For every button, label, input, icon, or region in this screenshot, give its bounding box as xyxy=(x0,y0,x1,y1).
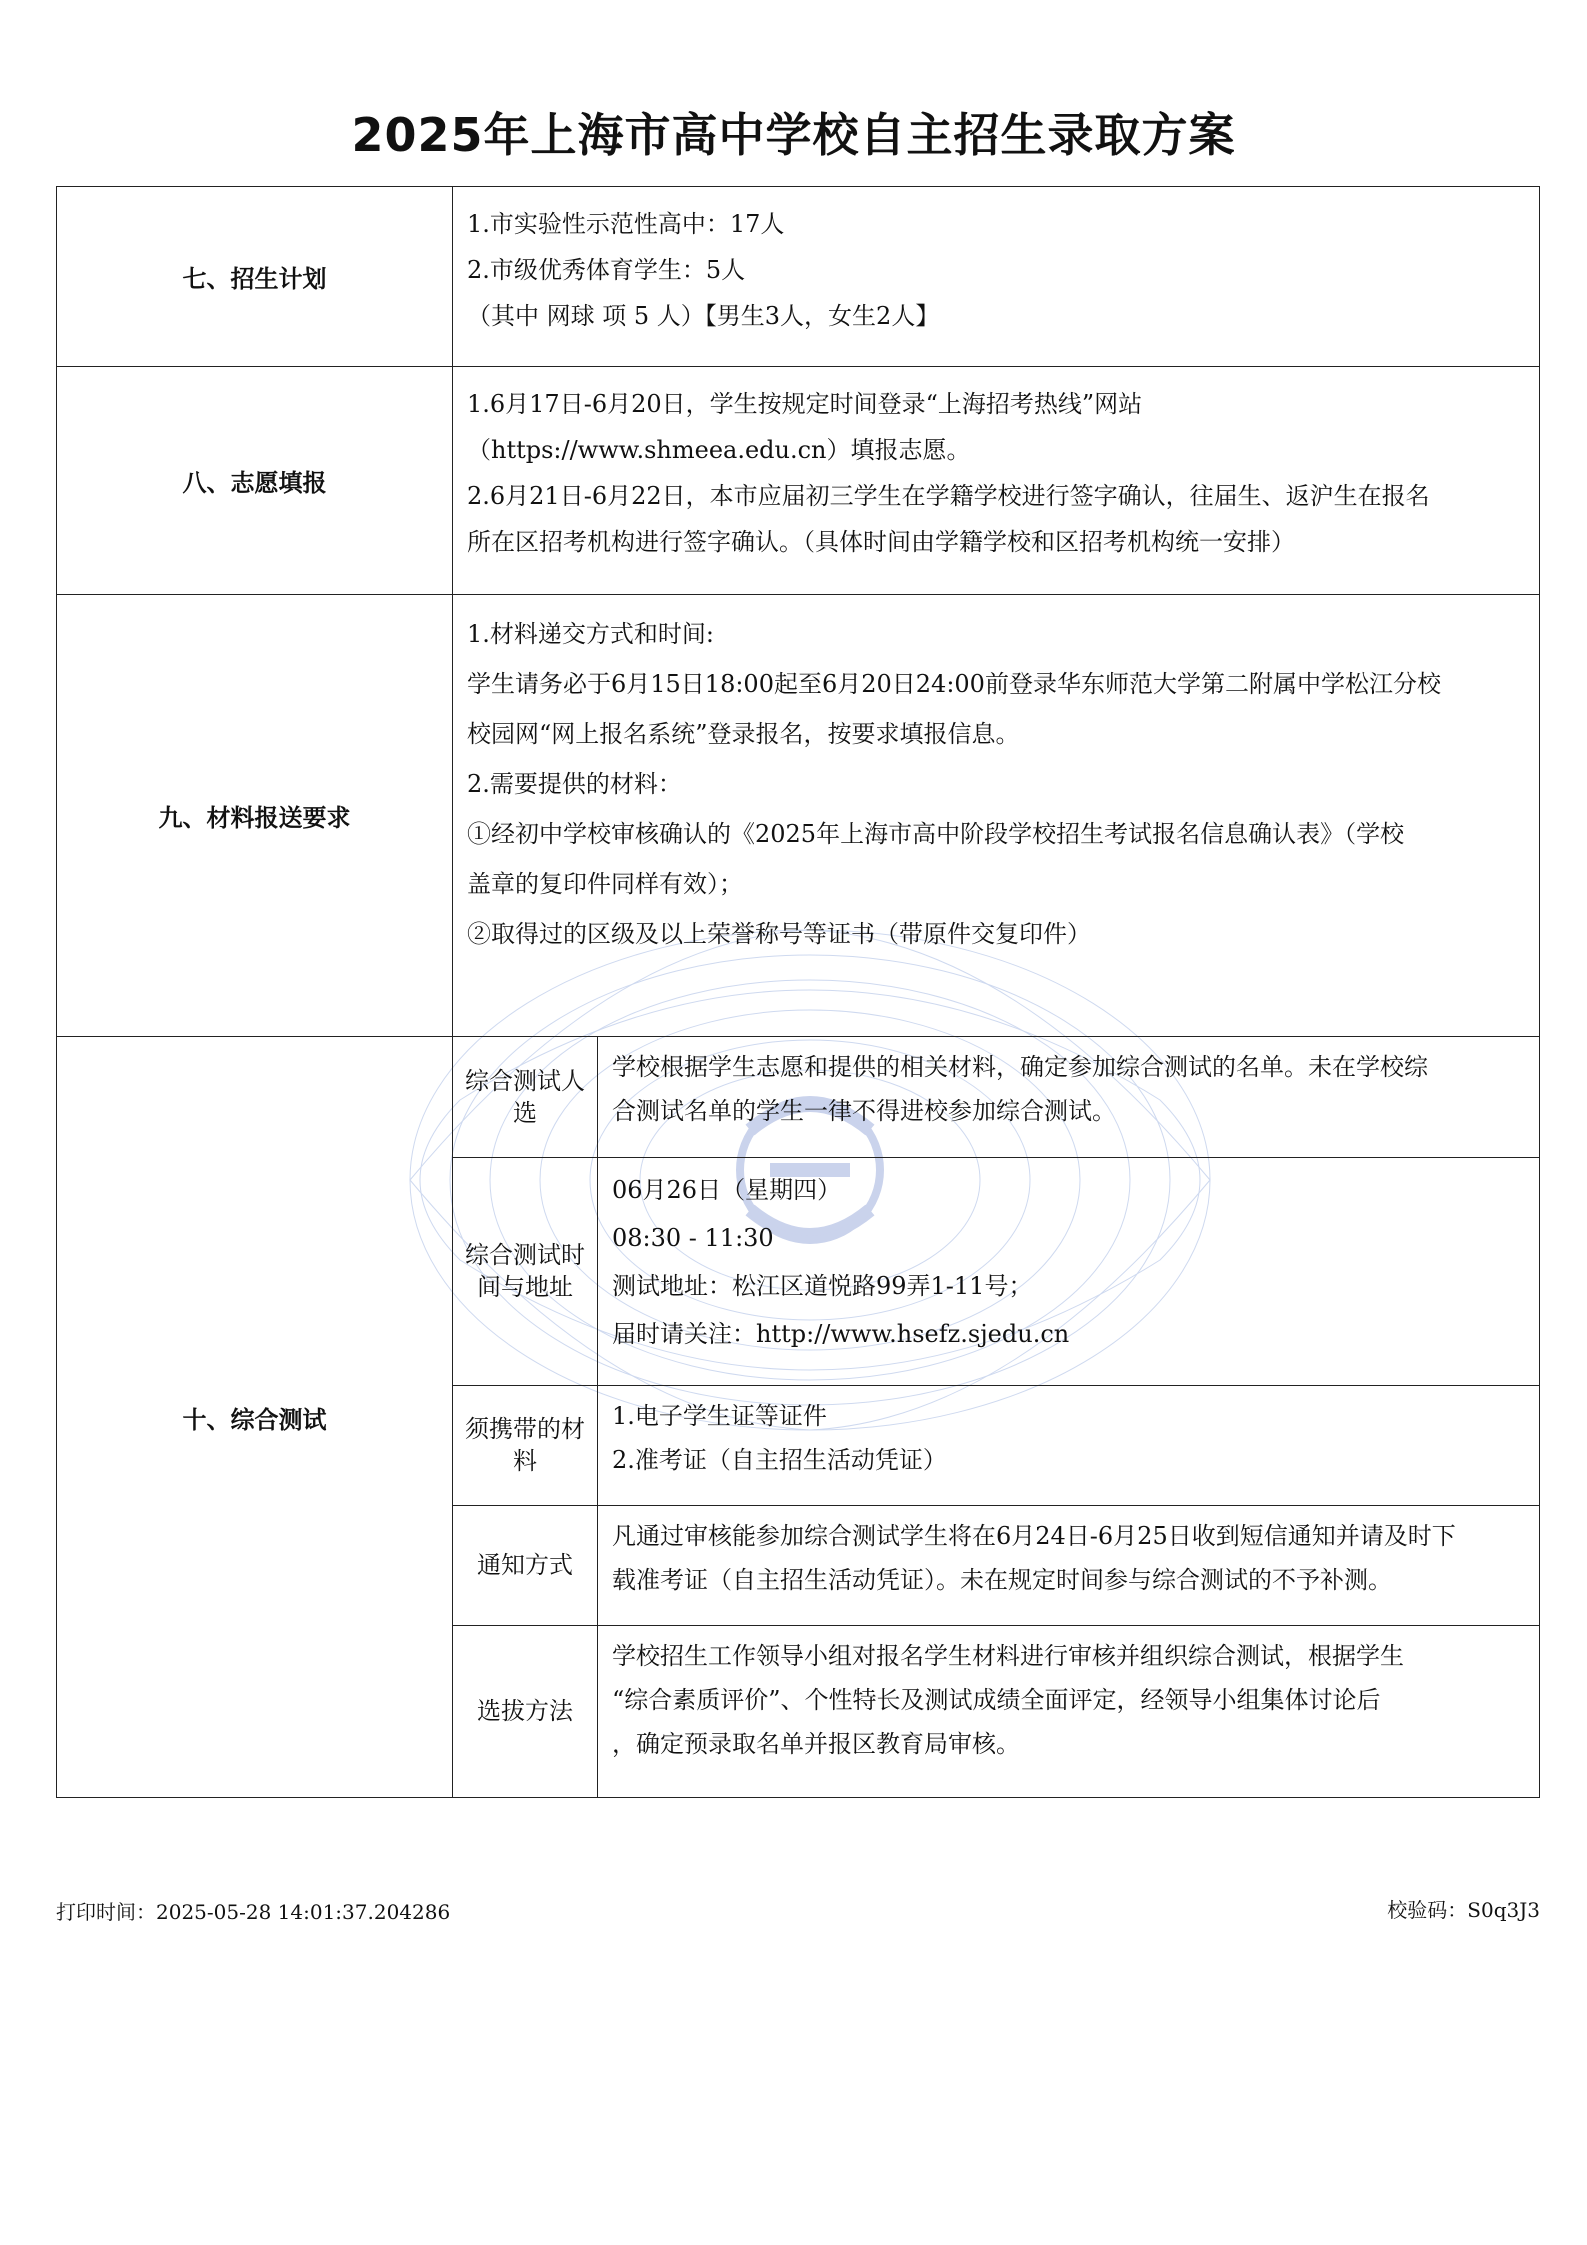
page-title: 2025年上海市高中学校自主招生录取方案 xyxy=(351,108,1236,162)
subtable-row xyxy=(453,1625,1539,1797)
table-row xyxy=(57,187,1540,367)
subtable-row xyxy=(453,1505,1539,1625)
text-line: 1.6月17日-6月20日，学生按规定时间登录“上海招考热线”网站 xyxy=(467,390,1143,418)
sub-label-candidates: 综合测试人选 xyxy=(453,1037,598,1157)
section-body-materials xyxy=(453,595,1540,1037)
subtable-row xyxy=(453,1037,1539,1157)
sub-body-notification xyxy=(598,1505,1540,1625)
text-line: 1.材料递交方式和时间: xyxy=(467,620,714,648)
table-row xyxy=(57,595,1540,1037)
section-title-application: 八、志愿填报 xyxy=(57,367,453,595)
verification-code: 校验码：S0q3J3 xyxy=(1387,1898,1540,1922)
text-line: 学校招生工作领导小组对报名学生材料进行审核并组织综合测试，根据学生 xyxy=(612,1641,1404,1670)
section-title-materials: 九、材料报送要求 xyxy=(57,595,453,1037)
text-line: 2.6月21日-6月22日，本市应届初三学生在学籍学校进行签字确认，往届生、返沪生在报名 xyxy=(467,482,1430,510)
text-line: 2.市级优秀体育学生：5人 xyxy=(467,256,746,284)
sub-label-materials-to-bring: 须携带的材料 xyxy=(453,1385,598,1505)
comprehensive-test-details xyxy=(453,1037,1540,1798)
section-title-comprehensive-test: 十、综合测试 xyxy=(57,1037,453,1798)
text-line: 学生请务必于6月15日18:00起至6月20日24:00前登录华东师范大学第二附属中学松江分校 xyxy=(467,670,1441,698)
text-line: 06月26日（星期四） xyxy=(612,1175,842,1204)
text-line: ①经初中学校审核确认的《2025年上海市高中阶段学校招生考试报名信息确认表》（学校 xyxy=(467,820,1405,848)
text-line: 凡通过审核能参加综合测试学生将在6月24日-6月25日收到短信通知并请及时下 xyxy=(612,1521,1456,1550)
text-line: 载准考证（自主招生活动凭证）。未在规定时间参与综合测试的不予补测。 xyxy=(612,1565,1392,1594)
admission-plan-table xyxy=(56,186,1540,1798)
text-line: 所在区招考机构进行签字确认。（具体时间由学籍学校和区招考机构统一安排） xyxy=(467,528,1295,556)
text-line: 2.需要提供的材料： xyxy=(467,770,682,798)
text-line: 盖章的复印件同样有效）； xyxy=(467,870,743,898)
text-line: 校园网“网上报名系统”登录报名，按要求填报信息。 xyxy=(467,720,1020,748)
text-line: 学校根据学生志愿和提供的相关材料，确定参加综合测试的名单。未在学校综 xyxy=(612,1053,1428,1081)
print-time: 打印时间：2025-05-28 14:01:37.204286 xyxy=(56,1900,451,1924)
text-line: 合测试名单的学生一律不得进校参加综合测试。 xyxy=(612,1097,1116,1125)
sub-body-materials-to-bring xyxy=(598,1385,1540,1505)
section-title-enrollment-plan: 七、招生计划 xyxy=(57,187,453,367)
text-line: （https://www.shmeea.edu.cn）填报志愿。 xyxy=(467,436,971,464)
table-row xyxy=(57,367,1540,595)
text-line: 测试地址：松江区道悦路99弄1-11号； xyxy=(612,1271,1033,1300)
table-row xyxy=(57,1037,1540,1798)
section-body-application xyxy=(453,367,1540,595)
text-line: 08:30 - 11:30 xyxy=(612,1223,774,1252)
text-line: 1.电子学生证等证件 xyxy=(612,1401,827,1430)
text-line: 届时请关注：http://www.hsefz.sjedu.cn xyxy=(612,1319,1070,1348)
sub-body-time-address xyxy=(598,1157,1540,1385)
text-line: 2.准考证（自主招生活动凭证） xyxy=(612,1445,947,1474)
sub-body-selection-method xyxy=(598,1625,1540,1797)
text-line: 1.市实验性示范性高中：17人 xyxy=(467,210,785,238)
sub-body-candidates xyxy=(598,1037,1540,1157)
sub-label-time-address: 综合测试时间与地址 xyxy=(453,1157,598,1385)
section-body-enrollment-plan xyxy=(453,187,1540,367)
text-line: “综合素质评价”、个性特长及测试成绩全面评定，经领导小组集体讨论后 xyxy=(612,1685,1381,1714)
sub-label-notification: 通知方式 xyxy=(453,1505,598,1625)
subtable-row xyxy=(453,1385,1539,1505)
text-line: ②取得过的区级及以上荣誉称号等证书（带原件交复印件） xyxy=(467,920,1091,948)
subtable-row xyxy=(453,1157,1539,1385)
comprehensive-test-subtable xyxy=(453,1037,1539,1797)
text-line: ，确定预录取名单并报区教育局审核。 xyxy=(612,1729,1020,1758)
text-line: （其中 网球 项 5 人）【男生3人，女生2人】 xyxy=(467,302,940,330)
sub-label-selection-method: 选拔方法 xyxy=(453,1625,598,1797)
